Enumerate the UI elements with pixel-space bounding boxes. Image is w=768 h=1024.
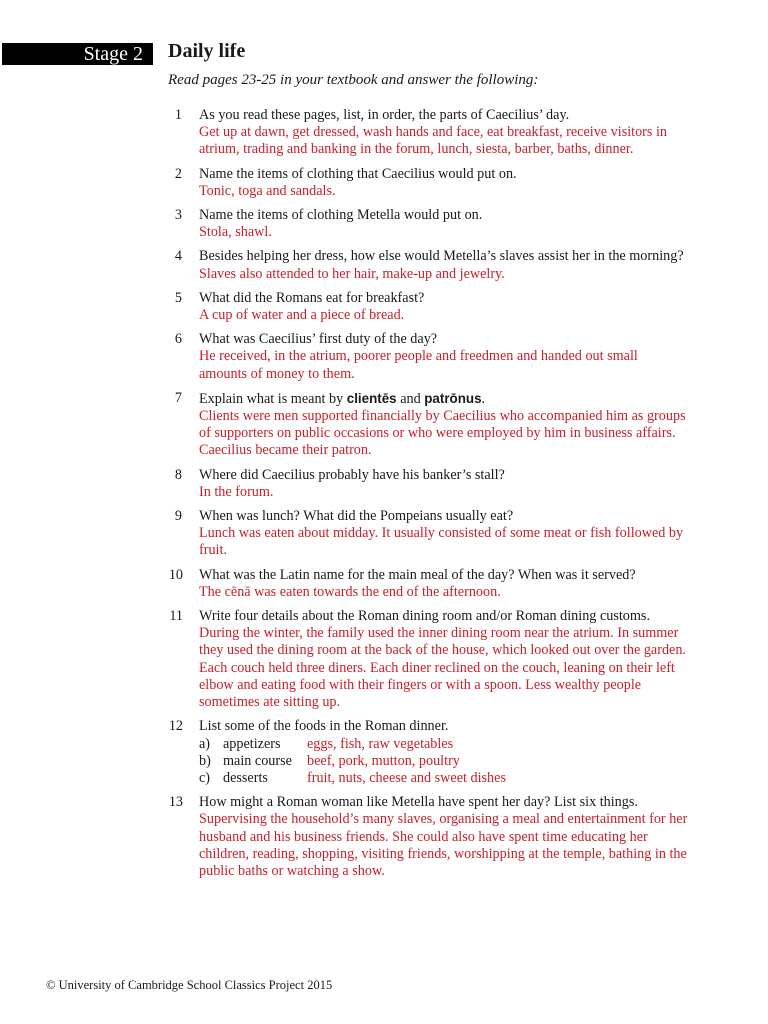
answer-text: A cup of water and a piece of bread.: [199, 307, 405, 324]
question-text-prefix: Explain what is meant by: [199, 390, 347, 407]
question-11: [168, 608, 688, 711]
question-number: 12: [168, 718, 183, 735]
copyright-footer: © University of Cambridge School Classics Project 2015: [46, 978, 333, 992]
question-list: [168, 107, 688, 887]
question-number: 5: [174, 289, 182, 306]
question-text: Where did Caecilius probably have his banker’s stall?: [199, 466, 505, 483]
question-5: [168, 290, 688, 324]
question-text: As you read these pages, list, in order, the parts of Caecilius’ day.: [199, 107, 570, 123]
question-4: [168, 248, 688, 282]
question-number: 1: [174, 107, 182, 123]
question-6: [168, 331, 688, 383]
question-13: [168, 794, 688, 880]
question-text: [199, 390, 688, 408]
question-text: What did the Romans eat for breakfast?: [199, 289, 425, 306]
question-number: 7: [174, 389, 182, 406]
answer-text: Lunch was eaten about midday. It usually consisted of some meat or fish followed by fruit.: [199, 525, 684, 559]
question-9: [168, 508, 688, 560]
question-text: Write four details about the Roman dining room and/or Roman dining customs.: [199, 608, 650, 625]
question-7: [168, 390, 688, 460]
item-answer: beef, pork, mutton, poultry: [307, 752, 460, 769]
question-text: Name the items of clothing Metella would put on.: [199, 207, 483, 224]
latin-term-clientes: clientēs: [346, 390, 397, 406]
item-letter: b): [199, 752, 211, 769]
question-text: Name the items of clothing that Caecilius would put on.: [199, 165, 517, 182]
question-text: Besides helping her dress, how else would Metella’s slaves assist her in the morning?: [199, 248, 684, 265]
answer-text: Supervising the household’s many slaves, organising a meal and entertainment for her husband and his business friends. She could also have spent time educating her children, reading, shopping, visiting friends, worshipping at the temple, bathing in the public baths or watching a show.: [199, 811, 688, 879]
item-answer: eggs, fish, raw vegetables: [307, 735, 454, 752]
page-title: Daily life: [168, 40, 246, 62]
question-text: How might a Roman woman like Metella have spent her day? List six things.: [199, 794, 638, 811]
question-8: [168, 467, 688, 501]
instructions: Read pages 23-25 in your textbook and answer the following:: [168, 72, 539, 88]
question-number: 9: [174, 508, 182, 525]
answer-text: He received, in the atrium, poorer people and freedmen and handed out small amounts of money to them.: [199, 348, 638, 382]
food-item-appetizers: [199, 736, 688, 753]
answer-text: Get up at dawn, get dressed, wash hands and face, eat breakfast, receive visitors in atrium, trading and banking in the forum, lunch, siesta, barber, baths, dinner.: [199, 124, 668, 158]
item-label: main course: [223, 752, 292, 769]
question-10: [168, 567, 688, 601]
item-answer: fruit, nuts, cheese and sweet dishes: [307, 769, 506, 786]
question-text: What was the Latin name for the main meal of the day? When was it served?: [199, 566, 636, 583]
latin-term-patronus: patrōnus: [424, 390, 482, 406]
question-text: List some of the foods in the Roman dinner.: [199, 718, 449, 735]
answer-text: Clients were men supported financially by Caecilius who accompanied him as groups of supporters on public occasions or who were employed by him in business affairs. Caecilius became their patron.: [199, 408, 686, 459]
question-number: 13: [168, 794, 183, 811]
answer-text: During the winter, the family used the inner dining room near the atrium. In summer they used the dining room at the back of the house, which looked out over the garden. Each couch held three diners. Each diner reclined on the couch, leaning on their left elbow and eating food with their fingers or with a spoon. Less wealthy people sometimes ate sitting up.: [199, 625, 686, 711]
question-text-suffix: .: [481, 390, 486, 407]
question-number: 2: [174, 165, 182, 182]
question-3: [168, 207, 688, 241]
question-text-mid: and: [396, 390, 425, 407]
question-2: [168, 166, 688, 200]
answer-text: Stola, shawl.: [199, 224, 272, 241]
answer-text: Tonic, toga and sandals.: [199, 182, 336, 199]
food-item-desserts: [199, 770, 688, 787]
question-number: 4: [174, 248, 182, 265]
food-item-main-course: [199, 753, 688, 770]
item-label: appetizers: [223, 735, 281, 752]
question-text: When was lunch? What did the Pompeians usually eat?: [199, 508, 514, 525]
answer-text: In the forum.: [199, 483, 274, 500]
item-letter: c): [199, 769, 211, 786]
item-label: desserts: [223, 769, 268, 786]
question-text: What was Caecilius’ first duty of the day?: [199, 331, 438, 348]
answer-text: The cēnā was eaten towards the end of the afternoon.: [199, 583, 501, 600]
question-12: [168, 718, 688, 787]
question-number: 3: [174, 207, 182, 224]
answer-text: Slaves also attended to her hair, make-up and jewelry.: [199, 265, 505, 282]
question-1: [168, 107, 688, 159]
item-letter: a): [199, 735, 211, 752]
question-number: 8: [174, 466, 182, 483]
question-number: 6: [174, 331, 182, 348]
stage-label: Stage 2: [2, 43, 153, 65]
question-number: 11: [169, 608, 183, 625]
question-number: 10: [168, 566, 183, 583]
